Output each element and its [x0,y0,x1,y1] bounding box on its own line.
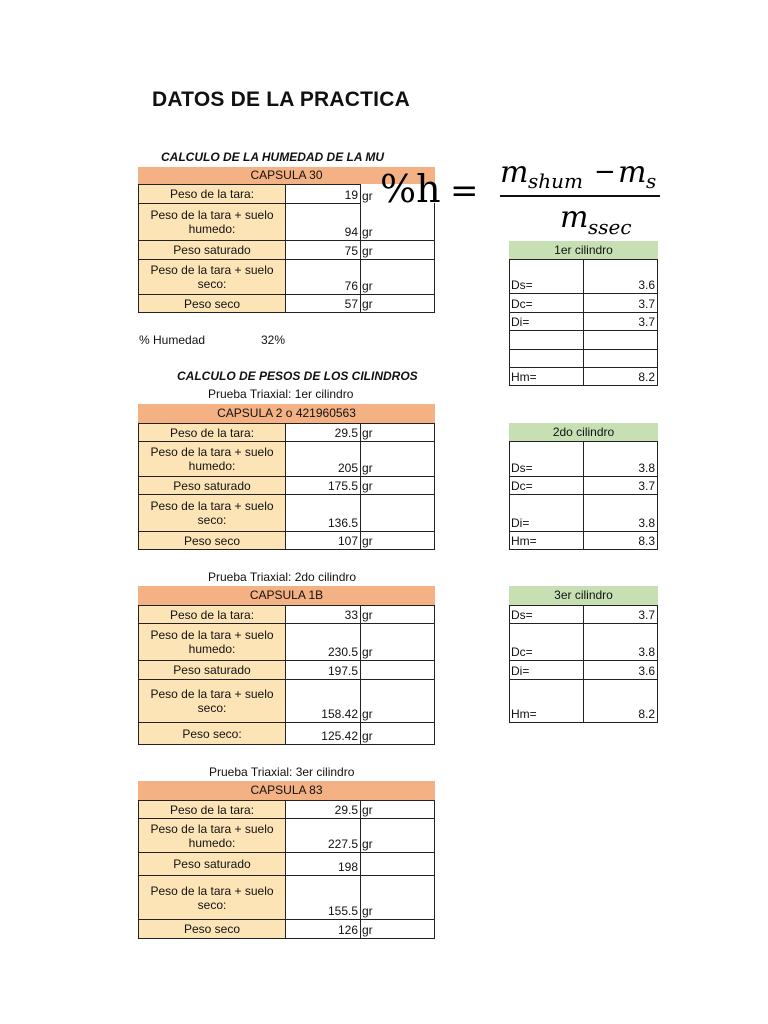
test-row-unit [361,494,435,532]
cilindro-row-label: Di= [509,494,584,532]
formula-numerator-a-sub: shum [528,169,583,193]
cilindro-row-value: 8.3 [584,531,658,550]
humedad-row-value: 94 [286,203,361,241]
test-row-unit: gr [361,818,435,853]
humedad-row-unit: gr [362,189,373,203]
cilindro-row-value: 3.8 [584,494,658,532]
test-row-unit: gr [361,800,435,819]
cilindro-row-label: Ds= [509,441,584,477]
test-row-label: Peso de la tara + suelo seco: [138,875,286,920]
humedad-row-label: Peso de la tara + suelo seco: [138,259,286,295]
test-row-unit: gr [361,423,435,442]
cilindro-row-label: Dc= [509,476,584,495]
test-1-subtitle: Prueba Triaxial: 1er cilindro [208,387,354,401]
test-row-label: Peso saturado [138,852,286,876]
cilindro-row-label [509,330,584,350]
test-row-value: 107 [286,531,361,550]
test-row-value: 29.5 [286,423,361,442]
test-row-value: 126 [286,919,361,939]
test-row-label: Peso saturado [138,660,286,680]
test-row-unit: gr [361,722,435,745]
test-row-value: 230.5 [286,623,361,661]
formula-denominator: m [560,200,589,235]
humedad-value: 32% [261,333,286,347]
test-row-unit: gr [361,476,435,495]
cilindro-1-header: 1er cilindro [509,241,658,259]
formula-numerator-a: m [500,155,529,190]
test-row-unit [361,852,435,876]
cilindro-row-value: 8.2 [584,679,658,723]
test-row-value: 29.5 [286,800,361,819]
pesos-section-title: CALCULO DE PESOS DE LOS CILINDROS [177,369,418,383]
formula-numerator-b-sub: s [646,169,657,193]
formula-lhs: %h [380,167,441,211]
test-row-label: Peso de la tara + suelo humedo: [138,623,286,661]
test-row-label: Peso de la tara + suelo humedo: [138,818,286,853]
test-row-label: Peso seco [138,919,286,939]
humedad-row-label: Peso saturado [138,240,286,260]
humedad-row-unit: gr [361,240,435,260]
humedad-row-label: Peso de la tara: [138,184,286,204]
test-row-unit: gr [361,441,435,477]
test-2-subtitle: Prueba Triaxial: 2do cilindro [208,570,357,584]
test-row-value: 158.42 [286,679,361,723]
cilindro-2-header: 2do cilindro [509,423,658,442]
cilindro-row-label: Dc= [509,623,584,661]
cilindro-row-label [509,349,584,368]
test-row-unit: gr [361,679,435,723]
test-row-label: Peso seco: [138,722,286,745]
test-row-unit: gr [361,875,435,920]
test-3-subtitle: Prueba Triaxial: 3er cilindro [209,765,355,779]
cilindro-row-label: Hm= [509,531,584,550]
cilindro-row-value: 3.7 [584,476,658,495]
test-row-value: 155.5 [286,875,361,920]
humidity-formula [380,150,670,240]
humedad-section-title: CALCULO DE LA HUMEDAD DE LA MU [161,150,385,164]
cilindro-row-value [584,349,658,368]
cilindro-row-label: Dc= [509,293,584,313]
test-row-value: 125.42 [286,722,361,745]
formula-minus: − [594,157,616,187]
page-title: DATOS DE LA PRACTICA [152,88,410,111]
cilindro-row-label: Di= [509,660,584,680]
humedad-label: % Humedad [139,333,206,347]
test-row-value: 136.5 [286,494,361,532]
capsula-83-header: CAPSULA 83 [138,781,435,800]
test-row-label: Peso de la tara + suelo humedo: [138,441,286,477]
cilindro-row-value: 3.7 [584,605,658,624]
cilindro-row-label: Ds= [509,605,584,624]
test-row-unit: gr [361,623,435,661]
test-row-unit: gr [361,605,435,624]
capsula-30-header: CAPSULA 30 [138,167,435,184]
test-row-unit: gr [361,531,435,550]
test-row-label: Peso de la tara: [138,423,286,442]
cilindro-row-value: 3.7 [584,293,658,313]
humedad-row-value: 75 [286,240,361,260]
cilindro-row-label: Hm= [509,367,584,386]
humedad-row-value: 57 [286,294,361,313]
test-row-label: Peso de la tara: [138,800,286,819]
cilindro-row-value [584,330,658,350]
cilindro-row-label: Ds= [509,259,584,294]
cilindro-row-value: 3.8 [584,441,658,477]
formula-denominator-sub: ssec [588,215,632,239]
cilindro-row-value: 3.7 [584,312,658,331]
test-row-value: 33 [286,605,361,624]
cilindro-3-header: 3er cilindro [509,586,658,605]
cilindro-row-value: 3.8 [584,623,658,661]
humedad-row-label: Peso de la tara + suelo humedo: [138,203,286,241]
formula-numerator-b: m [618,155,647,190]
capsula-1b-header: CAPSULA 1B [138,586,435,605]
test-row-label: Peso seco [138,531,286,550]
humedad-row-value: 76 [286,259,361,295]
test-row-label: Peso de la tara: [138,605,286,624]
formula-equals: = [450,171,479,211]
cilindro-row-label: Di= [509,312,584,331]
test-row-label: Peso saturado [138,476,286,495]
cilindro-row-value: 3.6 [584,660,658,680]
cilindro-row-label: Hm= [509,679,584,723]
humedad-row-value: 19 [286,184,361,204]
test-row-unit [361,660,435,680]
test-row-value: 198 [286,852,361,876]
test-row-value: 227.5 [286,818,361,853]
test-row-value: 197.5 [286,660,361,680]
test-row-value: 175.5 [286,476,361,495]
humedad-row-unit: gr [361,259,435,295]
capsula-2-header: CAPSULA 2 o 421960563 [138,404,435,423]
humedad-row-unit: gr [361,294,435,313]
test-row-label: Peso de la tara + suelo seco: [138,679,286,723]
test-row-unit: gr [361,919,435,939]
humedad-row-unit: gr [361,203,435,241]
cilindro-row-value: 8.2 [584,367,658,386]
test-row-label: Peso de la tara + suelo seco: [138,494,286,532]
cilindro-row-value: 3.6 [584,259,658,294]
humedad-row-label: Peso seco [138,294,286,313]
test-row-value: 205 [286,441,361,477]
